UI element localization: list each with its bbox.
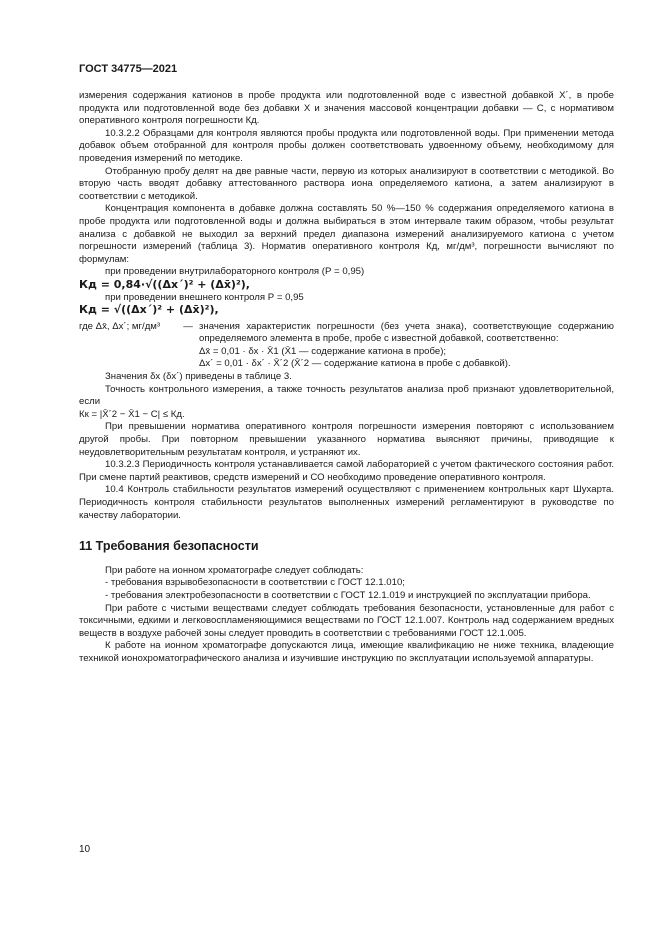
paragraph: Значения δx (δx´) приведены в таблице 3. [105,371,292,383]
where-clause [79,321,614,346]
list-item: - требования электробезопасности в соответствии с ГОСТ 12.1.019 и инструкцией по эксплуатации прибора. [105,589,591,601]
formula-external-control: Кд = √((Δx´)² + (Δx̄)²), [79,303,219,317]
section-heading: 11 Требования безопасности [79,539,259,554]
paragraph: При работе с чистыми веществами следует соблюдать требования безопасности, установленные для работ с токсичными, едкими и легковоспламеняющимися веществами по ГОСТ 12.1.007. Контроль над содержанием вредных веществ в воздухе рабочей зоны следует проводить в соответствии с требованиями ГОСТ 12.1.005. [79,602,614,639]
where-definition: Δx´ = 0,01 · δx´ · X̄´2 (X̄´2 — содержание катиона в пробе с добавкой). [199,358,511,370]
paragraph: измерения содержания катионов в пробе продукта или подготовленной воде с известной добавкой X´, в пробе продукта или подготовленной воде без добавки X и значения массовой концентрации добавки — С, с нормативом оперативного контроля погрешности Кд. [79,90,614,127]
paragraph: при проведении внутрилабораторного контроля (Р = 0,95) [105,266,365,278]
where-rhs: значения характеристик погрешности (без учета знака), соответствующие содержанию определяемого элемента в пробе, пробе с известной добавкой, соответственно: [199,320,614,345]
paragraph: При превышении норматива оперативного контроля погрешности измерения повторяют с использованием другой пробы. При повторном превышении указанного норматива выясняют причины, приводящие к неудовлетворительным результатам контроля, и устраняют их. [79,421,614,458]
paragraph: 10.3.2.3 Периодичность контроля устанавливается самой лабораторией с учетом фактического состояния работ. При смене партий реактивов, средств измерений и СО необходимо проведение оперативного контроля. [79,459,614,483]
paragraph: Отобранную пробу делят на две равные части, первую из которых анализируют в соответствии с методикой. Во вторую часть вводят добавку аттестованного раствора иона определяемого катиона, а затем анализируют в соответствии с методикой. [79,165,614,202]
paragraph: 10.3.2.2 Образцами для контроля являются пробы продукта или подготовленной воды. При применении метода добавок объем отобранной для контроля пробы должен соответствовать удвоенному объему, необходимому для проведения измерений по методике. [79,127,614,164]
paragraph: при проведении внешнего контроля Р = 0,95 [105,291,304,303]
paragraph: Концентрация компонента в добавке должна составлять 50 %—150 % содержания определяемого катиона в пробе продукта или подготовленной воды и должна выбираться в этом интервале таким образом, чтобы результат анализа с добавкой не выходил за верхний предел диапазона измерений анализируемого катиона с учетом погрешности измерений (таблица 3). Норматив оперативного контроля Кд, мг/дм³, погрешности вычисляют по формулам: [79,203,614,265]
list-item: - требования взрывобезопасности в соответствии с ГОСТ 12.1.010; [105,577,405,589]
paragraph: При работе на ионном хроматографе следует соблюдать: [105,564,364,576]
formula-acceptance: Кк = |X̄´2 − X̄1 − С| ≤ Кд. [79,408,185,420]
paragraph: Точность контрольного измерения, а также точность результатов анализа проб признают удовлетворительной, если [79,383,614,408]
paragraph: 10.4 Контроль стабильности результатов измерений осуществляют с применением контрольных карт Шухарта. Периодичность контроля стабильности результатов выполненных измерений регламентируют в руководстве по качеству лаборатории. [79,484,614,521]
formula-internal-control: Кд = 0,84·√((Δx´)² + (Δx̄)²), [79,277,250,291]
document-body [79,90,614,666]
where-dash: — [183,320,193,332]
paragraph: К работе на ионном хроматографе допускаются лица, имеющие квалификацию не ниже техника, владеющие техникой ионохроматографического анализа и изучившие инструкцию по эксплуатации используемой аппаратуры. [79,640,614,664]
where-lhs: где Δx̄, Δx´; мг/дм³ [79,320,161,332]
page-number: 10 [79,844,91,855]
where-definition: Δx̄ = 0,01 · δx · X̄1 (X̄1 — содержание катиона в пробе); [199,345,447,357]
document-header: ГОСТ 34775—2021 [79,63,178,75]
